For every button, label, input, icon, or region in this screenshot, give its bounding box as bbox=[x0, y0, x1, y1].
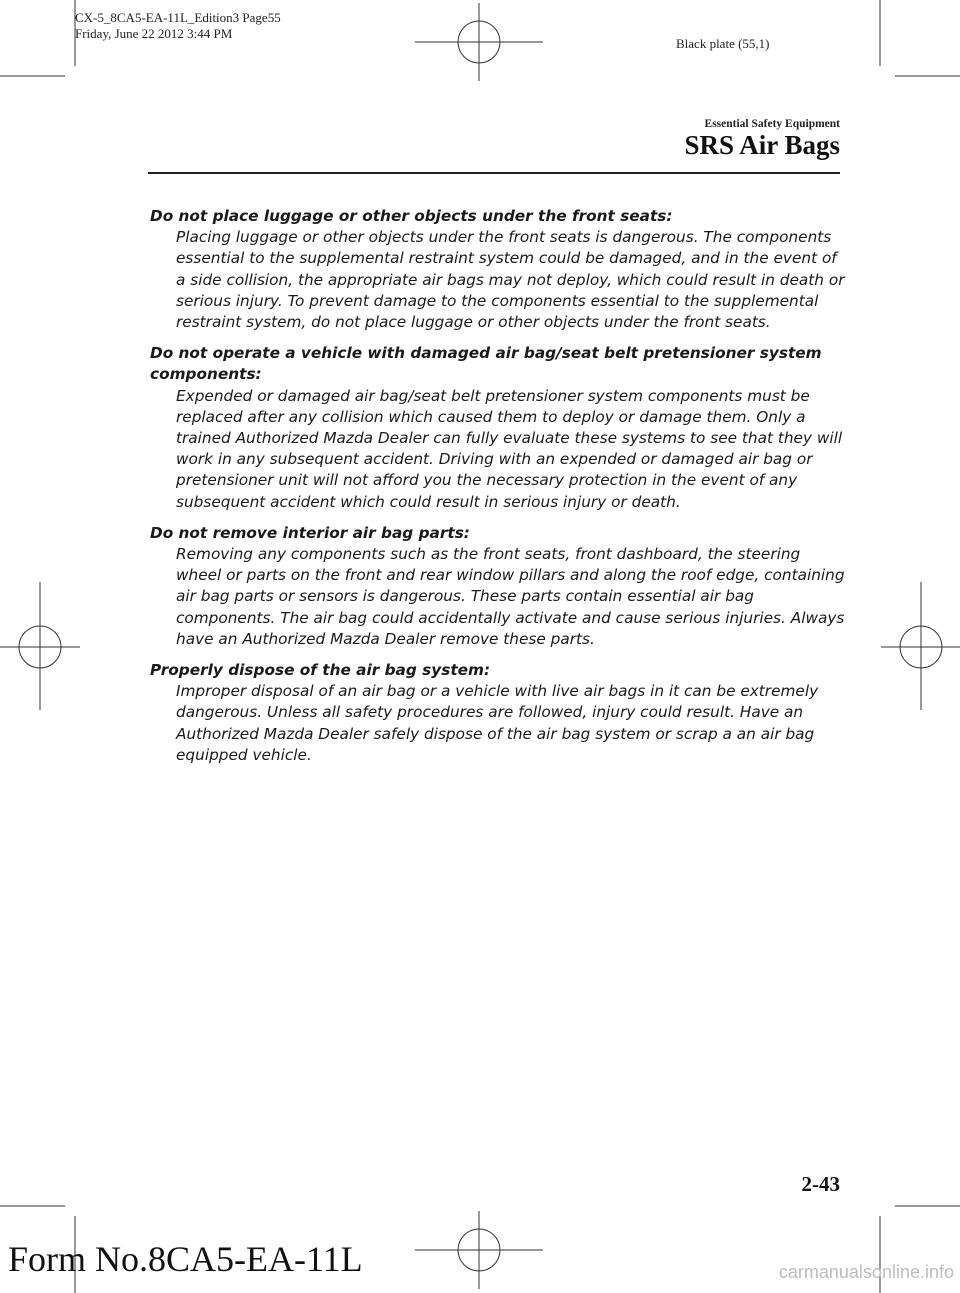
registration-mark-top bbox=[415, 3, 543, 81]
print-date-line: Friday, June 22 2012 3:44 PM bbox=[75, 26, 233, 41]
form-number: Form No.8CA5-EA-11L bbox=[8, 1239, 363, 1279]
header-rule bbox=[148, 172, 840, 174]
warning-heading: Properly dispose of the air bag system: bbox=[150, 661, 491, 680]
warning-list bbox=[150, 206, 845, 776]
warning-item bbox=[150, 343, 845, 513]
warning-body: Expended or damaged air bag/seat belt pretensioner system components must be replaced after any collision which caused them to deploy or damage them. Only a trained Authorized Mazda Dealer can fully evaluate these systems to see that they will work in any subsequent accident. Driving with an expended or damaged air bag or pretensioner unit will not afford you the necessary protection in the event of any subsequent accident which could result in serious injury or death. bbox=[176, 386, 843, 511]
registration-mark-left bbox=[0, 582, 80, 710]
plate-label: Black plate (55,1) bbox=[676, 36, 770, 51]
warning-heading: Do not remove interior air bag parts: bbox=[150, 523, 470, 542]
watermark: carmanualsonline.info bbox=[778, 1262, 954, 1282]
warning-body: Removing any components such as the front seats, front dashboard, the steering wheel or parts on the front and rear window pillars and along the roof edge, containing air bag parts or sensors is dangerous. These parts contain essential air bag components. The air bag could accidentally activate and cause serious injuries. Always have an Authorized Mazda Dealer remove these parts. bbox=[176, 545, 845, 648]
print-info bbox=[75, 10, 281, 42]
page-number: 2-43 bbox=[801, 1172, 840, 1196]
warning-body: Improper disposal of an air bag or a vehicle with live air bags in it can be extremely dangerous. Unless all safety procedures are followed, injury could result. Have an Authorized Mazda Dealer safely dispose of the air bag system or scrap a an air bag equipped vehicle. bbox=[176, 682, 819, 764]
section-label: Essential Safety Equipment bbox=[704, 118, 840, 130]
warning-item bbox=[150, 660, 845, 766]
print-file-line: CX-5_8CA5-EA-11L_Edition3 Page55 bbox=[75, 10, 281, 25]
warning-heading: Do not operate a vehicle with damaged air bag/seat belt pretensioner system components: bbox=[150, 344, 822, 384]
warning-heading: Do not place luggage or other objects under the front seats: bbox=[150, 207, 673, 225]
warning-item bbox=[150, 206, 845, 333]
chapter-title: SRS Air Bags bbox=[684, 130, 840, 160]
warning-body: Placing luggage or other objects under the front seats is dangerous. The components essential to the supplemental restraint system could be damaged, and in the event of a side collision, the appropriate air bags may not deploy, which could result in death or serious injury. To prevent damage to the components essential to the supplemental restraint system, do not place luggage or other objects under the front seats. bbox=[176, 228, 845, 332]
warning-item bbox=[150, 523, 845, 650]
registration-mark-bottom bbox=[415, 1211, 543, 1289]
registration-mark-right bbox=[881, 582, 960, 710]
